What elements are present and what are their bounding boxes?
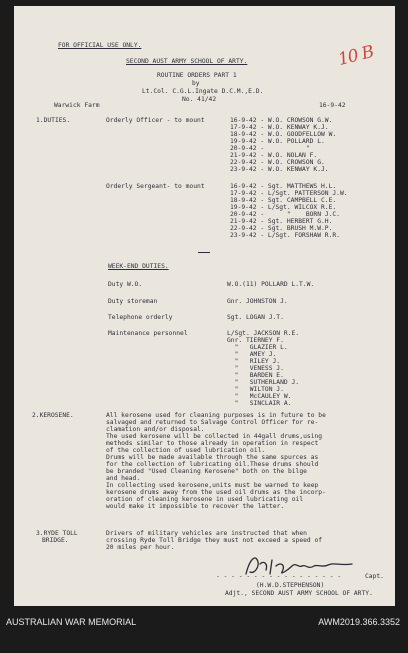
school-heading: SECOND AUST ARMY SCHOOL OF ARTY. (126, 58, 248, 65)
body-line: All kerosene used for cleaning purposes is in future to be (106, 412, 326, 419)
duties-section-label: 1.DUTIES. (36, 117, 71, 124)
body-line: methods similar to those already in operation in respect (106, 440, 319, 447)
handwritten-red-mark: 10 B (336, 41, 376, 71)
body-line: salvaged and returned to Salvage Control Officer for re- (106, 419, 319, 426)
personnel-row: " AMEY J. (227, 351, 277, 358)
body-line: would make it impossible to recover the latter. (106, 503, 285, 510)
weekend-name: W.O.(11) POLLARD L.T.W. (227, 281, 315, 288)
signature-rule: - - - - - - - - - - - - - - - - - (216, 573, 342, 580)
personnel-row: L/Sgt. JACKSON R.E. (227, 330, 300, 337)
roster-row: 19-9-42 - W.O. POLLARD L. (230, 138, 325, 145)
orders-date: 16-9-42 (319, 102, 346, 109)
orders-by: by (192, 80, 200, 87)
body-line: In collecting used kerosene,units must be warned to keep (106, 482, 319, 489)
body-line: 20 miles per hour. (106, 544, 175, 551)
body-line: be branded "Used Cleaning Kerosene" both on the bilge (106, 468, 307, 475)
roster-row: 23-9-42 - L/Sgt. FORSHAW R.R. (230, 232, 340, 239)
orderly-sergeant-label: Orderly Sergeant- to mount (106, 183, 205, 190)
ryde-paragraph (106, 530, 322, 551)
maintenance-personnel-list (227, 330, 299, 407)
roster-row: 16-9-42 - W.O. CROWSON G.W. (230, 117, 333, 124)
weekend-role: Telephone orderly (108, 314, 173, 321)
body-line: and head. (106, 475, 141, 482)
roster-row: 21-9-42 - W.O. NOLAN F. (230, 152, 318, 159)
ryde-section-label: 3.RYDE TOLL (36, 530, 78, 537)
body-line: Drivers of military vehicles are instructed that when (106, 530, 307, 537)
maintenance-label: Maintenance personnel (108, 330, 188, 337)
roster-row: 21-9-42 - Sgt. HERBERT G.H. (230, 218, 333, 225)
signatory-appointment: Adjt., SECOND AUST ARMY SCHOOL OF ARTY. (225, 590, 373, 597)
orderly-officer-label: Orderly Officer - to mount (106, 117, 205, 124)
body-line: oration of cleaning kerosene in used lubricating oil (106, 496, 304, 503)
body-line: kerosene drums away from the used oil drums as the incorp- (106, 489, 326, 496)
body-line: Drums will be made available through the same spurces as (106, 454, 319, 461)
roster-row: 19-9-42 - L/Sgt. WILCOX R.E. (230, 204, 337, 211)
personnel-row: " VENESS J. (227, 365, 284, 372)
roster-row: 18-9-42 - Sgt. CAMPBELL C.E. (230, 197, 337, 204)
body-line: for the collection of lubricating oil.These drums should (106, 461, 319, 468)
personnel-row: " McCAULEY W. (227, 393, 292, 400)
roster-row: 17-9-42 - W.O. KENWAY K.J. (230, 124, 329, 131)
orders-number: No. 41/42 (182, 96, 217, 103)
orderly-officer-roster (230, 117, 336, 173)
ryde-section-label-cont: BRIDGE. (42, 537, 69, 544)
location: Warwick Farm (54, 102, 100, 109)
archive-reference: AWM2019.366.3352 (318, 617, 400, 627)
weekend-role: Duty storeman (108, 298, 158, 305)
personnel-row: " WILTON J. (227, 386, 284, 393)
archive-source: AUSTRALIAN WAR MEMORIAL (6, 617, 137, 627)
roster-row: 22-9-42 - W.O. CROWSON G. (230, 159, 325, 166)
personnel-row: " SUTHERLAND J. (227, 379, 300, 386)
weekend-name: Sgt. LOGAN J.T. (227, 314, 284, 321)
roster-row: 23-9-42 - W.O. KENWAY K.J. (230, 166, 329, 173)
body-line: of the collection of used lubrication oil. (106, 447, 266, 454)
classification-heading: FOR OFFICIAL USE ONLY. (58, 42, 142, 49)
personnel-row: " SINCLAIR A. (227, 400, 292, 407)
body-line: The used kerosene will be collected in 44gall drums,using (106, 433, 323, 440)
roster-row: 16-9-42 - Sgt. MATTHEWS H.L. (230, 183, 337, 190)
personnel-row: " GLAZIER L. (227, 344, 288, 351)
weekend-duties-heading: WEEK-END DUTIES. (108, 263, 169, 270)
personnel-row: " RILEY J. (227, 358, 281, 365)
personnel-row: " BARDEN E. (227, 372, 284, 379)
roster-row: 20-9-42 - " (230, 145, 310, 152)
footer-bar (0, 606, 408, 653)
personnel-row: Gnr. TIERNEY F. (227, 337, 284, 344)
kerosene-paragraph (106, 412, 326, 510)
kerosene-section-label: 2.KEROSENE. (32, 412, 74, 419)
separator-rule (198, 252, 210, 253)
weekend-role: Duty W.O. (108, 281, 143, 288)
orders-title: ROUTINE ORDERS PART 1 (157, 72, 237, 79)
roster-row: 17-9-42 - L/Sgt. PATTERSON J.W. (230, 190, 348, 197)
commander-line: Lt.Col. C.G.L.Ingate D.C.M.,E.D. (142, 88, 264, 95)
signatory-name: (H.W.D.STEPHENSON) (256, 582, 325, 589)
signatory-rank: Capt. (365, 573, 384, 580)
body-line: crossing Ryde Toll Bridge they must not exceed a speed of (106, 537, 323, 544)
body-line: clamation and/or disposal. (106, 426, 205, 433)
orderly-sergeant-roster (230, 183, 348, 239)
document-page (14, 6, 395, 606)
roster-row: 20-9-42 - " BORN J.C. (230, 211, 340, 218)
weekend-name: Gnr. JOHNSTON J. (227, 298, 288, 305)
roster-row: 22-9-42 - Sgt. BRUSH M.W.P. (230, 225, 333, 232)
roster-row: 18-9-42 - W.O. GOODFELLOW W. (230, 131, 337, 138)
